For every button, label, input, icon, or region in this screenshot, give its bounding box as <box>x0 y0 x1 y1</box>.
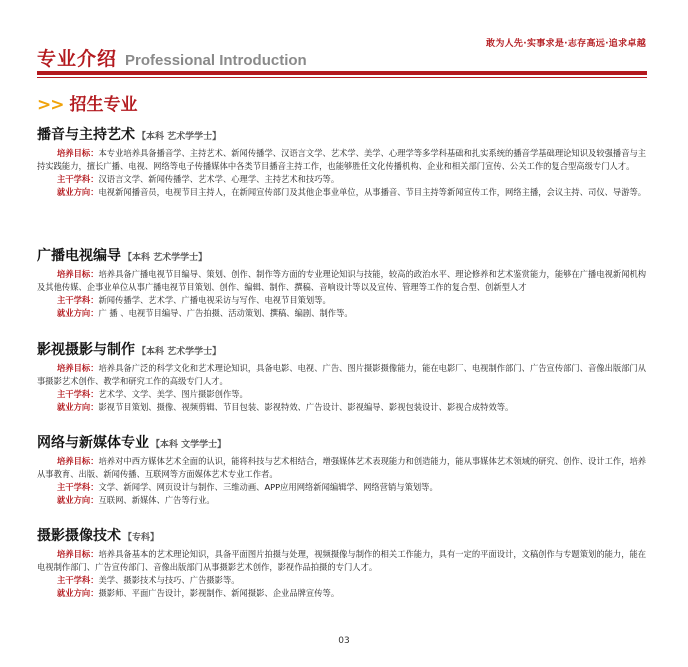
main-subjects-text: 艺术学、文学、美学、图片摄影创作等。 <box>98 389 248 399</box>
degree-tag: 【专科】 <box>123 533 160 543</box>
major-film-photography <box>37 339 651 414</box>
training-goal-label: 培养目标： <box>57 148 99 158</box>
career-direction <box>37 186 651 199</box>
training-goal-text: 本专业培养具备播音学、主持艺术、新闻传播学、汉语言文学、艺术学、美学、心理学等多学科基础和扎实系统的播音学基础理论知识及较强播音与主持实践能力，擅长广播、电视、网络等电子传播媒体中各类节目播音主持工作，也能够胜任文化传播机构、企业和相关部门宣传、公关工作的复合型高级专门人才。 <box>37 148 647 171</box>
major-photography-video-tech <box>37 525 651 600</box>
major-title: 播音与主持艺术 <box>37 127 135 143</box>
career-direction-text: 广 播 、电视节目编导、广告拍摄、活动策划、撰稿、编剧、制作等。 <box>98 308 353 318</box>
training-goal-label: 培养目标： <box>57 549 99 559</box>
major-title: 影视摄影与制作 <box>37 342 135 358</box>
main-subjects <box>37 481 651 494</box>
title-rule-thin <box>37 77 647 78</box>
training-goal-text: 培养对中西方媒体艺术全面的认识，能将科技与艺术相结合，增强媒体艺术表现能力和创造能力，能从事媒体艺术领域的研究、创作、设计工作，培养从事教育、出版、新闻传播、互联网等方面媒体艺术专业工作者。 <box>37 456 647 479</box>
main-subjects-text: 文学、新闻学、网页设计与制作、三维动画、APP应用网络新闻编辑学、网络营销与策划等。 <box>98 482 438 492</box>
page-number: 03 <box>338 636 350 646</box>
career-direction <box>37 307 651 320</box>
training-goal-text: 培养具备广泛的科学文化和艺术理论知识，具备电影、电视、广告、图片摄影摄像能力，能在电影厂、电视制作部门、广告宣传部门、音像出版部门从事摄影艺术创作、教学和研究工作的高级专门人才。 <box>37 363 647 386</box>
major-radio-tv-directing <box>37 245 651 320</box>
career-direction <box>37 401 651 414</box>
degree-tag: 【本科 文学学士】 <box>151 440 227 450</box>
title-rule-thick <box>37 71 647 75</box>
career-direction-label: 就业方向： <box>57 187 99 197</box>
career-direction-text: 电视新闻播音员，电视节目主持人，在新闻宣传部门及其他企事业单位，从事播音、节目主持等新闻宣传工作，网络主播，会议主持、司仪、导游等。 <box>98 187 647 197</box>
career-direction-label: 就业方向： <box>57 308 99 318</box>
double-arrow-icon: >> <box>37 95 64 115</box>
section-subheading <box>37 90 138 115</box>
main-subjects-label: 主干学科： <box>57 174 99 184</box>
main-subjects-label: 主干学科： <box>57 295 99 305</box>
title-english: Professional Introduction <box>125 52 307 69</box>
career-direction-label: 就业方向： <box>57 402 99 412</box>
major-title: 广播电视编导 <box>37 248 121 264</box>
career-direction-text: 摄影师、平面广告设计，影视制作、新闻摄影、企业品牌宣传等。 <box>98 588 340 598</box>
career-direction-label: 就业方向： <box>57 495 99 505</box>
major-title: 摄影摄像技术 <box>37 528 121 544</box>
degree-tag: 【本科 艺术学学士】 <box>137 132 222 142</box>
title-chinese: 专业介绍 <box>37 48 118 70</box>
main-subjects <box>37 294 651 307</box>
page-title <box>37 44 307 71</box>
degree-tag: 【本科 艺术学学士】 <box>123 253 208 263</box>
career-direction-text: 影视节目策划、摄像、视频剪辑、节目包装、影视特效、广告设计、影视编导、影视包装设计、影视合成特效等。 <box>98 402 514 412</box>
main-subjects-text: 美学、摄影技术与技巧、广告摄影等。 <box>98 575 240 585</box>
major-broadcasting-hosting <box>37 124 651 199</box>
main-subjects-label: 主干学科： <box>57 389 99 399</box>
training-goal <box>37 362 651 388</box>
major-title: 网络与新媒体专业 <box>37 435 149 451</box>
training-goal-text: 培养具备广播电视节目编导、策划、创作、制作等方面的专业理论知识与技能，较高的政治水平、理论修养和艺术鉴赏能力，能够在广播电视新闻机构及其他传媒、企事业单位从事广播电视节目策划、创作、编辑、制作、撰稿、音响设计等以及宣传、管理等工作的复合型、创新型人才 <box>37 269 647 292</box>
training-goal <box>37 455 651 481</box>
main-subjects-label: 主干学科： <box>57 482 99 492</box>
main-subjects-label: 主干学科： <box>57 575 99 585</box>
motto: 敢为人先·实事求是·志存高远·追求卓越 <box>486 39 646 49</box>
training-goal-text: 培养具备基本的艺术理论知识，具备平面图片拍摄与处理，视频摄像与制作的相关工作能力，具有一定的平面设计，文稿创作与专题策划的能力，能在电视制作部门、广告宣传部门、音像出版部门从事摄影艺术创作，影视作品拍摄的专门人才。 <box>37 549 647 572</box>
main-subjects-text: 汉语言文学、新闻传播学、艺术学、心理学、主持艺术和技巧等。 <box>98 174 340 184</box>
training-goal <box>37 268 651 294</box>
degree-tag: 【本科 艺术学学士】 <box>137 347 222 357</box>
subheading-text: 招生专业 <box>69 95 138 115</box>
training-goal-label: 培养目标： <box>57 456 99 466</box>
training-goal <box>37 147 651 173</box>
main-subjects <box>37 574 651 587</box>
major-network-new-media <box>37 432 651 507</box>
training-goal <box>37 548 651 574</box>
career-direction <box>37 494 651 507</box>
main-subjects-text: 新闻传播学、艺术学、广播电视采访与写作、电视节目策划等。 <box>98 295 331 305</box>
career-direction-label: 就业方向： <box>57 588 99 598</box>
main-subjects <box>37 388 651 401</box>
main-subjects <box>37 173 651 186</box>
career-direction <box>37 587 651 600</box>
training-goal-label: 培养目标： <box>57 363 99 373</box>
training-goal-label: 培养目标： <box>57 269 99 279</box>
career-direction-text: 互联网、新媒体、广告等行业。 <box>98 495 215 505</box>
